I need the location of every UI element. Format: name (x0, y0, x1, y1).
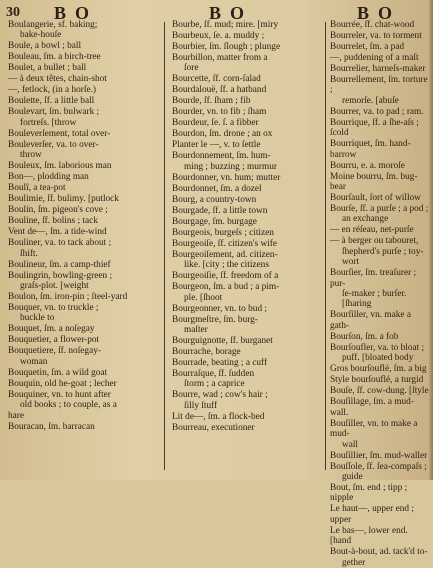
dictionary-entry (8, 324, 160, 334)
entry-text: Bourdon, ſm. drone ; an ox (172, 129, 273, 140)
dictionary-entry (8, 52, 160, 62)
entry-text: Bourguignotte, ſf. burganet (172, 336, 273, 347)
dictionary-entry (8, 161, 160, 171)
dictionary-entry (172, 347, 320, 357)
entry-text: Bouquiner, vn. to hunt after (8, 389, 111, 400)
entry-text: Bourſe, ſf. a purſe ; a pod ; (330, 204, 429, 215)
entry-text: Bon—, plodding man (8, 172, 89, 183)
dictionary-entry (172, 336, 320, 346)
entry-text: Bouquetiere, ſf. noſegay- (8, 346, 101, 357)
dictionary-entry (172, 369, 320, 390)
entry-continuation: maſter (184, 325, 208, 336)
dictionary-entry (172, 31, 320, 41)
dictionary-entry (8, 194, 160, 204)
entry-text: Lit de—, ſm. a flock-bed (172, 411, 265, 422)
header-left: BO (54, 3, 99, 23)
entry-text: Boulevart, ſm. bulwark ; (8, 107, 100, 118)
entry-text: Bourdalouë, ſf. a hatband (172, 85, 267, 96)
entry-continuation: remorſe. [abuſe (342, 95, 399, 106)
entry-text: Bourbillon, matter from a (172, 53, 268, 63)
entry-text: Boulineur, ſm. a camp-thief (8, 259, 111, 270)
entry-text: Bourdonnet, ſm. a dozel (172, 183, 262, 194)
dictionary-entry (8, 368, 160, 378)
dictionary-entry (330, 547, 430, 568)
column-1 (8, 20, 160, 476)
entry-text: Bouquetin, ſm. a wild goat (8, 367, 108, 378)
entry-text: Bourgeoiſement, ad. citizen- (172, 249, 278, 260)
entry-text: Bouſe, ſf. cow-dung. [ſtyle (330, 386, 429, 397)
dictionary-entry (330, 161, 430, 171)
entry-text: Bourgeoiſie, ſf. freedom of a (172, 271, 279, 282)
entry-text: Bourgade, ſf. a little town (172, 205, 268, 216)
entry-text: Bourrache, borage (172, 347, 241, 358)
entry-text: Boulet, a bullet ; ball (8, 63, 87, 74)
dictionary-entry (330, 462, 430, 483)
dictionary-entry (330, 53, 430, 63)
dictionary-entry (172, 74, 320, 84)
dictionary-entry (172, 271, 320, 281)
entry-text: Planter le —, v. to ſettle (172, 140, 261, 151)
entry-text: Bouleau, ſm. a birch-tree (8, 52, 101, 63)
header-right: BO (357, 3, 402, 23)
entry-text: Bourcette, ſf. corn-ſalad (172, 74, 261, 85)
entry-text: Bouleverſement, total over- (8, 128, 111, 139)
entry-continuation: ſhepherd's purſe ; toy-wort (342, 246, 424, 268)
dictionary-entry (172, 423, 320, 433)
entry-text: Style bourſouflé, a turgid (330, 375, 424, 386)
dictionary-entry (8, 422, 160, 432)
entry-text: Boulingrin, bowling-green ; (8, 270, 113, 281)
dictionary-entry (8, 411, 160, 421)
entry-text: —, puddening of a maſt (330, 53, 419, 63)
dictionary-entry (330, 386, 430, 396)
entry-continuation: wall (342, 439, 359, 450)
entry-text: Bourſoufler, va. to bloat ; (330, 342, 425, 353)
entry-text: Bourbe, ſf. mud; mire. [miry (172, 20, 279, 30)
entry-text: Bouquetier, a flower-pot (8, 335, 100, 346)
entry-continuation: ſhift. (20, 248, 38, 259)
dictionary-entry (172, 358, 320, 368)
entry-text: Bourbier, ſm. ſlough ; plunge (172, 42, 281, 52)
dictionary-entry (8, 74, 160, 84)
dictionary-entry (330, 31, 430, 41)
entry-continuation: guide (342, 471, 363, 482)
entry-text: Bourraſque, ſf. ſudden (172, 369, 255, 380)
entry-continuation: puff. [bloated body (342, 353, 414, 364)
dictionary-entry (172, 96, 320, 106)
entry-continuation: woman (20, 356, 48, 367)
dictionary-entry (172, 250, 320, 271)
entry-text: — à deux têtes, chain-shot (8, 74, 107, 85)
dictionary-entry (172, 304, 320, 314)
entry-text: Gros bourſouflé, ſm. a big (330, 364, 427, 375)
entry-text: Bourreau, executioner (172, 422, 255, 433)
entry-text: Bouline, ſf. bolins ; tack (8, 216, 98, 227)
dictionary-entry (172, 315, 320, 336)
entry-text: Bourre, wad ; cow's hair ; (172, 390, 268, 401)
entry-text: Boulî, a tea-pot (8, 183, 66, 194)
entry-text: Boule, a bowl ; ball (8, 41, 82, 52)
header-center: BO (209, 3, 254, 23)
entry-continuation: ming ; buzzing ; murmur (184, 161, 277, 172)
entry-text: — à berger ou tabouret, (330, 236, 419, 247)
entry-text: Bouracan, ſm. barracan (8, 422, 95, 433)
dictionary-entry (8, 292, 160, 302)
dictionary-entry (8, 390, 160, 411)
entry-text: Bourgeois, burgeſs ; citizen (172, 227, 274, 238)
entry-continuation: throw (20, 150, 42, 161)
entry-text: Bouquer, vn. to truckle ; (8, 303, 99, 314)
dictionary-entry (330, 375, 430, 385)
dictionary-entry (172, 53, 320, 74)
dictionary-entry (330, 139, 430, 160)
dictionary-entry (330, 236, 430, 267)
entry-continuation: an exchange (342, 214, 389, 225)
entry-text: Boulimie, ſf. bulimy. [putlock (8, 194, 119, 205)
dictionary-entry (172, 20, 320, 30)
entry-text: Bouſillier, ſm. mud-waller (330, 450, 428, 461)
entry-text: Bout-à-bout, ad. tack'd to- (330, 547, 428, 558)
dictionary-entry (330, 419, 430, 450)
dictionary-entry (172, 184, 320, 194)
entry-text: Bourder, vn. to fib ; ſham (172, 107, 267, 118)
entry-text: Bourg, a country-town (172, 194, 257, 205)
entry-text: Bourdonner, vn. hum; mutter (172, 172, 281, 183)
entry-text: Boulon, ſm. iron-pin ; ſteel-yard (8, 292, 128, 303)
dictionary-entry (172, 140, 320, 150)
dictionary-entry (172, 390, 320, 411)
entry-continuation: ſore (184, 63, 199, 74)
entry-continuation: gether (342, 557, 366, 568)
entry-text: Bourde, ſf. ſham ; fib (172, 96, 251, 107)
column-3 (330, 20, 430, 568)
dictionary-entry (330, 172, 430, 193)
dictionary-entry (330, 504, 430, 525)
dictionary-entry (8, 227, 160, 237)
dictionary-entry (172, 228, 320, 238)
entry-continuation: buckle to (20, 313, 55, 324)
dictionary-entry (330, 526, 430, 547)
entry-continuation: ſilly ſtuff (184, 400, 218, 411)
dictionary-entry (330, 268, 430, 310)
dictionary-entry (330, 343, 430, 364)
dictionary-entry (330, 204, 430, 225)
dictionary-entry (330, 42, 430, 52)
entry-text: Le haut—, upper end ; upper (330, 504, 414, 525)
dictionary-entry (330, 20, 430, 30)
dictionary-entry (8, 63, 160, 73)
dictionary-entry (8, 96, 160, 106)
entry-text: hare (8, 411, 24, 422)
dictionary-entry (172, 151, 320, 172)
dictionary-entry (172, 195, 320, 205)
entry-text: Bourgmeſtre, ſm. burg- (172, 314, 258, 325)
dictionary-entry (330, 397, 430, 418)
dictionary-entry (8, 271, 160, 292)
dictionary-entry (8, 183, 160, 193)
dictionary-entry (8, 41, 160, 51)
entry-text: Bourrelier, harneſs-maker (330, 64, 426, 74)
dictionary-entry (8, 20, 160, 41)
dictionary-entry (8, 107, 160, 128)
dictionary-entry (172, 118, 320, 128)
dictionary-entry (8, 346, 160, 367)
entry-text: Bourſier, ſm. treaſurer ; pur- (330, 268, 417, 289)
dictionary-entry (172, 129, 320, 139)
entry-text: Bourrée, ſf. chat-wood (330, 20, 415, 30)
entry-text: Bourſault, ſort of willow (330, 193, 421, 204)
entry-text: Bourbeux, ſe. a. muddy ; (172, 31, 265, 41)
entry-text: Bouſillage, ſm. a mud-wall. (330, 397, 414, 418)
entry-text: Bourru, e. a. moroſe (330, 160, 405, 171)
entry-text: Bourſon, ſm. a fob (330, 331, 399, 342)
entry-text: Bourrade, beating ; a cuff (172, 358, 268, 369)
dictionary-entry (330, 364, 430, 374)
dictionary-entry (172, 412, 320, 422)
dictionary-entry (330, 193, 430, 203)
entry-continuation: ſtorm ; a caprice (184, 379, 245, 390)
entry-text: Boulin, ſm. pigeon's cove ; (8, 205, 108, 216)
entry-text: Bourgeon, ſm. a bud ; a pim- (172, 282, 280, 293)
dictionary-entry (330, 483, 430, 504)
entry-text: Bouleux, ſm. laborious man (8, 161, 112, 172)
entry-text: Bouliner, va. to tack about ; (8, 238, 112, 249)
dictionary-entry (330, 225, 430, 235)
entry-continuation: graſs-plot. [weight (20, 281, 89, 292)
dictionary-entry (172, 217, 320, 227)
entry-text: Bouſſole, ſf. ſea-compaſs ; (330, 461, 427, 472)
entry-text: Bouleverſer, va. to over- (8, 139, 99, 150)
entry-text: Bourrellement, ſm. torture ; (330, 75, 428, 96)
dictionary-entry (8, 140, 160, 161)
dictionary-entry (8, 216, 160, 226)
entry-text: —, fetlock, (in a horſe.) (8, 85, 97, 96)
dictionary-entry (172, 239, 320, 249)
dictionary-entry (8, 379, 160, 389)
entry-text: Moine bourru, ſm. bug-bear (330, 171, 418, 193)
entry-continuation: fortreſs. [throw (20, 117, 77, 128)
column-divider (164, 22, 165, 470)
dictionary-entry (172, 173, 320, 183)
entry-text: Bourdeur, ſe. ſ. a fibber (172, 118, 259, 129)
entry-text: Bourrique, ſf. a ſhe-aſs ; ſcold (330, 117, 419, 139)
entry-text: Vent de—, ſm. a tide-wind (8, 227, 107, 238)
entry-text: Bourrelet, ſm. a pad (330, 42, 405, 52)
dictionary-entry (330, 64, 430, 74)
entry-text: Bourdonnement, ſm. hum- (172, 151, 271, 162)
entry-text: Bout, ſm. end ; tipp ; nipple (330, 482, 408, 504)
dictionary-entry (172, 42, 320, 52)
entry-text: Bourgage, ſm. burgage (172, 216, 257, 227)
page-number: 30 (6, 5, 20, 20)
entry-text: Bourgeoiſe, ſf. citizen's wife (172, 238, 278, 249)
entry-text: Bouſiller, vn. to make a mud- (330, 418, 418, 440)
dictionary-entry (8, 129, 160, 139)
dictionary-entry (8, 335, 160, 345)
entry-continuation: ple. [ſhoot (184, 292, 223, 303)
dictionary-entry (8, 303, 160, 324)
entry-text: Bourriquet, ſm. hand-barrow (330, 139, 411, 160)
entry-text: Bourreler, va. to torment (330, 31, 422, 41)
entry-text: Bourrer, va. to pad ; ram. (330, 106, 424, 117)
dictionary-entry (8, 205, 160, 215)
entry-continuation: bake-houſe (20, 30, 62, 41)
column-divider (325, 22, 326, 470)
dictionary-entry (330, 451, 430, 461)
page-edge (429, 0, 433, 480)
dictionary-entry (8, 85, 160, 95)
dictionary-entry (330, 332, 430, 342)
entry-text: Le bas—, lower end. [hand (330, 525, 408, 547)
entry-text: — en réſeau, net-purſe (330, 225, 414, 236)
dictionary-entry (172, 282, 320, 303)
entry-text: Bourgeonner, vn. to bud ; (172, 303, 267, 314)
entry-text: Boulette, ſf. a little ball (8, 96, 95, 107)
entry-continuation: ſe-maker ; burſer. [ſharing (342, 289, 407, 310)
dictionary-entry (172, 107, 320, 117)
entry-continuation: old books ; to couple, as a (20, 400, 117, 411)
dictionary-entry (330, 107, 430, 117)
dictionary-entry (330, 310, 430, 331)
entry-text: Bouquin, old he-goat ; lecher (8, 378, 117, 389)
entry-text: Bourſiller, vn. make a gath- (330, 310, 411, 331)
entry-text: Bouquet, ſm. a noſegay (8, 324, 95, 335)
dictionary-entry (330, 118, 430, 139)
dictionary-entry (330, 75, 430, 106)
dictionary-entry (172, 85, 320, 95)
entry-continuation: like. [city ; the citizens (184, 260, 269, 271)
dictionary-entry (8, 172, 160, 182)
entry-text: Boulangerie, sf. baking; (8, 20, 98, 30)
dictionary-entry (8, 260, 160, 270)
dictionary-entry (172, 206, 320, 216)
dictionary-entry (8, 238, 160, 259)
column-2 (172, 20, 320, 476)
